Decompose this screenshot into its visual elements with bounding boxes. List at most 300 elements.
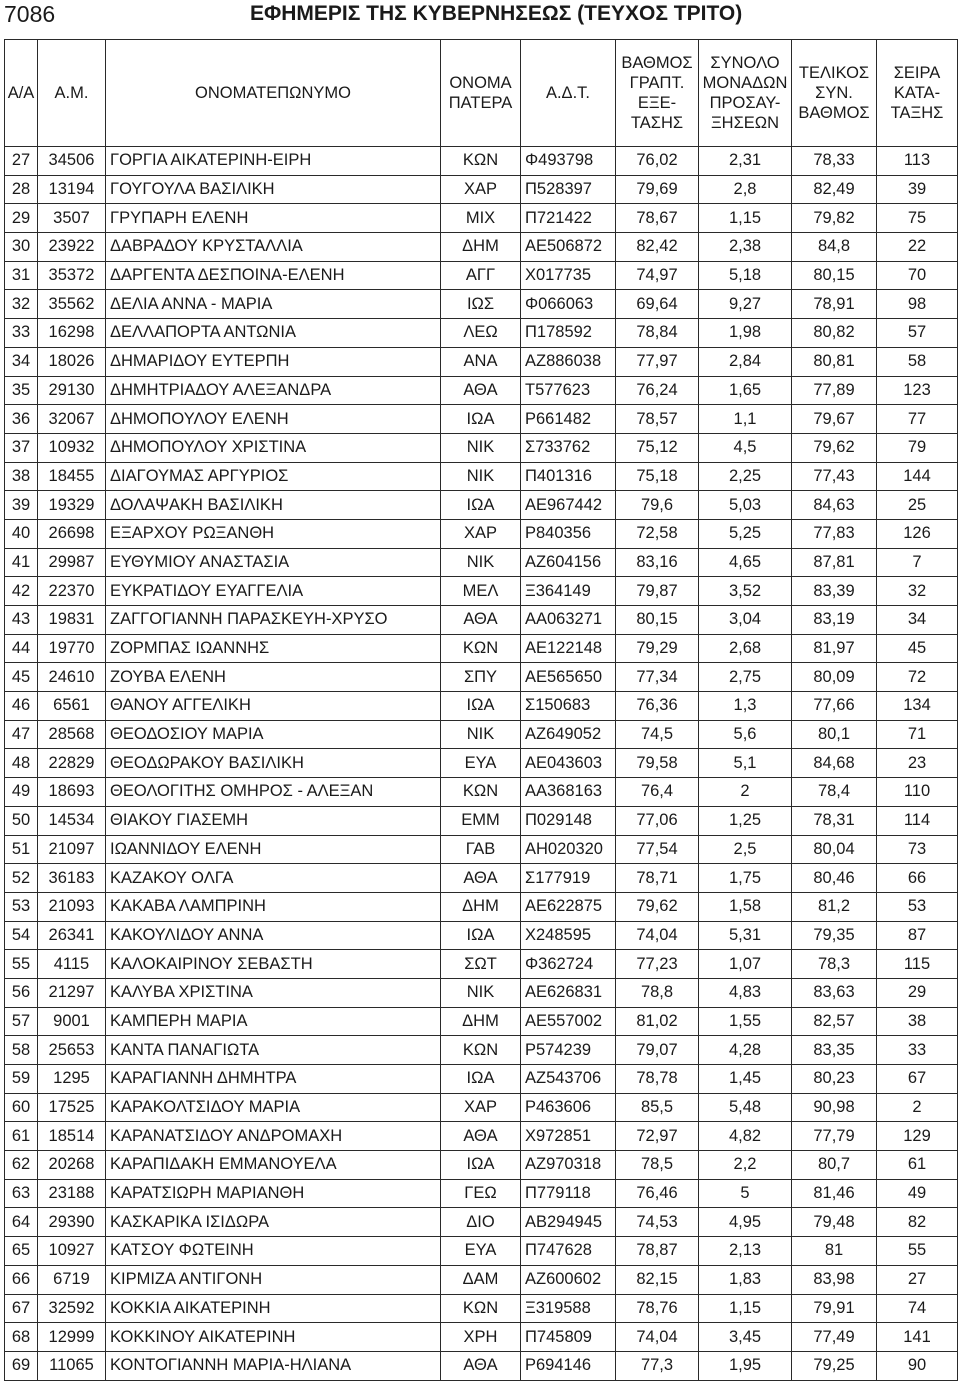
cell-am: 26341 — [38, 921, 106, 950]
cell-bonus-units: 1,98 — [699, 319, 792, 348]
cell-adt: Ξ364149 — [521, 577, 616, 606]
cell-rank: 82 — [877, 1208, 958, 1237]
cell-father: ΕΥΑ — [441, 1237, 521, 1266]
cell-aa: 68 — [5, 1323, 38, 1352]
cell-aa: 41 — [5, 548, 38, 577]
cell-final-score: 79,62 — [792, 433, 877, 462]
cell-written-score: 79,87 — [616, 577, 699, 606]
cell-final-score: 82,57 — [792, 1007, 877, 1036]
cell-bonus-units: 5,03 — [699, 491, 792, 520]
table-row — [5, 921, 958, 950]
cell-bonus-units: 2,38 — [699, 233, 792, 262]
table-row — [5, 1323, 958, 1352]
cell-rank: 38 — [877, 1007, 958, 1036]
page-title: ΕΦΗΜΕΡΙΣ ΤΗΣ ΚΥΒΕΡΝΗΣΕΩΣ (ΤΕΥΧΟΣ ΤΡΙΤΟ) — [250, 2, 743, 25]
page-header — [0, 0, 960, 32]
cell-name: ΕΞΑΡΧΟΥ ΡΩΞΑΝΘΗ — [106, 519, 441, 548]
cell-adt: Ρ463606 — [521, 1093, 616, 1122]
cell-written-score: 77,06 — [616, 806, 699, 835]
cell-written-score: 83,16 — [616, 548, 699, 577]
cell-written-score: 77,23 — [616, 950, 699, 979]
cell-final-score: 80,7 — [792, 1151, 877, 1180]
cell-name: ΓΡΥΠΑΡΗ ΕΛΕΝΗ — [106, 204, 441, 233]
cell-rank: 22 — [877, 233, 958, 262]
page-number: 7086 — [4, 1, 56, 27]
cell-name: ΘΕΟΔΩΡΑΚΟΥ ΒΑΣΙΛΙΚΗ — [106, 749, 441, 778]
cell-aa: 54 — [5, 921, 38, 950]
cell-adt: Π029148 — [521, 806, 616, 835]
table-row — [5, 462, 958, 491]
cell-name: ΘΑΝΟΥ ΑΓΓΕΛΙΚΗ — [106, 692, 441, 721]
cell-father: ΔΙΟ — [441, 1208, 521, 1237]
cell-rank: 2 — [877, 1093, 958, 1122]
cell-father: ΔΗΜ — [441, 892, 521, 921]
cell-bonus-units: 4,5 — [699, 433, 792, 462]
cell-final-score: 78,33 — [792, 147, 877, 176]
cell-written-score: 82,42 — [616, 233, 699, 262]
cell-aa: 59 — [5, 1065, 38, 1094]
cell-am: 23922 — [38, 233, 106, 262]
cell-bonus-units: 2,31 — [699, 147, 792, 176]
cell-name: ΚΟΚΚΙΑ ΑΙΚΑΤΕΡΙΝΗ — [106, 1294, 441, 1323]
cell-bonus-units: 1,65 — [699, 376, 792, 405]
cell-written-score: 82,15 — [616, 1265, 699, 1294]
cell-aa: 38 — [5, 462, 38, 491]
cell-father: ΕΥΑ — [441, 749, 521, 778]
cell-aa: 28 — [5, 175, 38, 204]
cell-adt: Φ493798 — [521, 147, 616, 176]
cell-rank: 58 — [877, 347, 958, 376]
cell-written-score: 74,53 — [616, 1208, 699, 1237]
cell-aa: 42 — [5, 577, 38, 606]
cell-am: 21093 — [38, 892, 106, 921]
cell-father: ΝΙΚ — [441, 548, 521, 577]
cell-aa: 30 — [5, 233, 38, 262]
table-row — [5, 1294, 958, 1323]
cell-name: ΚΑΚΟΥΛΙΔΟΥ ΑΝΝΑ — [106, 921, 441, 950]
cell-adt: Σ177919 — [521, 864, 616, 893]
cell-am: 28568 — [38, 720, 106, 749]
cell-aa: 34 — [5, 347, 38, 376]
cell-aa: 60 — [5, 1093, 38, 1122]
table-row — [5, 577, 958, 606]
cell-name: ΖΟΡΜΠΑΣ ΙΩΑΝΝΗΣ — [106, 634, 441, 663]
cell-adt: Ξ319588 — [521, 1294, 616, 1323]
cell-rank: 114 — [877, 806, 958, 835]
cell-am: 10927 — [38, 1237, 106, 1266]
cell-final-score: 84,63 — [792, 491, 877, 520]
cell-aa: 46 — [5, 692, 38, 721]
cell-bonus-units: 2,8 — [699, 175, 792, 204]
cell-rank: 90 — [877, 1351, 958, 1380]
cell-father: ΓΕΩ — [441, 1179, 521, 1208]
table-body — [5, 147, 958, 1381]
cell-aa: 31 — [5, 261, 38, 290]
cell-father: ΝΙΚ — [441, 978, 521, 1007]
cell-am: 21297 — [38, 978, 106, 1007]
cell-rank: 23 — [877, 749, 958, 778]
cell-final-score: 90,98 — [792, 1093, 877, 1122]
cell-father: ΑΘΑ — [441, 606, 521, 635]
cell-am: 18026 — [38, 347, 106, 376]
cell-father: ΑΘΑ — [441, 1351, 521, 1380]
cell-rank: 61 — [877, 1151, 958, 1180]
cell-father: ΔΑΜ — [441, 1265, 521, 1294]
cell-bonus-units: 5 — [699, 1179, 792, 1208]
cell-rank: 70 — [877, 261, 958, 290]
cell-am: 22829 — [38, 749, 106, 778]
cell-final-score: 80,04 — [792, 835, 877, 864]
cell-rank: 71 — [877, 720, 958, 749]
header-col-name: ΟΝΟΜΑΤΕΠΩΝΥΜΟ — [106, 40, 441, 147]
header-col-final-score: ΤΕΛΙΚΟΣ ΣΥΝ. ΒΑΘΜΟΣ — [792, 40, 877, 147]
cell-final-score: 87,81 — [792, 548, 877, 577]
cell-bonus-units: 1,15 — [699, 1294, 792, 1323]
cell-father: ΔΗΜ — [441, 1007, 521, 1036]
cell-adt: ΑΖ600602 — [521, 1265, 616, 1294]
table-row — [5, 978, 958, 1007]
table-row — [5, 1179, 958, 1208]
cell-am: 16298 — [38, 319, 106, 348]
cell-am: 32592 — [38, 1294, 106, 1323]
cell-rank: 74 — [877, 1294, 958, 1323]
cell-written-score: 74,04 — [616, 921, 699, 950]
cell-final-score: 77,83 — [792, 519, 877, 548]
cell-rank: 87 — [877, 921, 958, 950]
cell-rank: 141 — [877, 1323, 958, 1352]
header-col-bonus-units: ΣΥΝΟΛΟ ΜΟΝΑΔΩΝ ΠΡΟΣΑΥ-ΞΗΣΕΩΝ — [699, 40, 792, 147]
cell-written-score: 79,07 — [616, 1036, 699, 1065]
cell-am: 32067 — [38, 405, 106, 434]
cell-adt: Τ577623 — [521, 376, 616, 405]
cell-final-score: 79,25 — [792, 1351, 877, 1380]
cell-bonus-units: 3,04 — [699, 606, 792, 635]
cell-bonus-units: 4,83 — [699, 978, 792, 1007]
cell-aa: 36 — [5, 405, 38, 434]
cell-written-score: 78,71 — [616, 864, 699, 893]
table-row — [5, 606, 958, 635]
cell-written-score: 76,4 — [616, 778, 699, 807]
table-row — [5, 692, 958, 721]
cell-aa: 33 — [5, 319, 38, 348]
cell-written-score: 78,87 — [616, 1237, 699, 1266]
cell-rank: 123 — [877, 376, 958, 405]
cell-name: ΔΑΒΡΑΔΟΥ ΚΡΥΣΤΑΛΛΙΑ — [106, 233, 441, 262]
table-row — [5, 491, 958, 520]
cell-am: 24610 — [38, 663, 106, 692]
cell-final-score: 83,63 — [792, 978, 877, 1007]
cell-bonus-units: 2,25 — [699, 462, 792, 491]
cell-written-score: 76,36 — [616, 692, 699, 721]
cell-name: ΚΑΡΑΓΙΑΝΝΗ ΔΗΜΗΤΡΑ — [106, 1065, 441, 1094]
cell-am: 14534 — [38, 806, 106, 835]
cell-adt: Σ733762 — [521, 433, 616, 462]
cell-am: 18693 — [38, 778, 106, 807]
cell-name: ΚΑΜΠΕΡΗ ΜΑΡΙΑ — [106, 1007, 441, 1036]
cell-adt: Ρ694146 — [521, 1351, 616, 1380]
cell-rank: 33 — [877, 1036, 958, 1065]
cell-written-score: 75,18 — [616, 462, 699, 491]
cell-am: 25653 — [38, 1036, 106, 1065]
cell-adt: Π401316 — [521, 462, 616, 491]
cell-rank: 25 — [877, 491, 958, 520]
cell-adt: Π721422 — [521, 204, 616, 233]
header-col-adt: Α.Δ.Τ. — [521, 40, 616, 147]
cell-written-score: 77,34 — [616, 663, 699, 692]
cell-bonus-units: 2,13 — [699, 1237, 792, 1266]
cell-written-score: 72,58 — [616, 519, 699, 548]
cell-rank: 27 — [877, 1265, 958, 1294]
cell-am: 13194 — [38, 175, 106, 204]
cell-adt: Π178592 — [521, 319, 616, 348]
table-row — [5, 749, 958, 778]
table-row — [5, 433, 958, 462]
cell-aa: 37 — [5, 433, 38, 462]
cell-father: ΚΩΝ — [441, 1036, 521, 1065]
cell-bonus-units: 5,31 — [699, 921, 792, 950]
cell-written-score: 77,3 — [616, 1351, 699, 1380]
cell-bonus-units: 5,18 — [699, 261, 792, 290]
cell-bonus-units: 5,1 — [699, 749, 792, 778]
cell-final-score: 79,82 — [792, 204, 877, 233]
cell-adt: Ρ840356 — [521, 519, 616, 548]
cell-rank: 126 — [877, 519, 958, 548]
cell-aa: 44 — [5, 634, 38, 663]
cell-bonus-units: 4,28 — [699, 1036, 792, 1065]
cell-adt: ΑΑ368163 — [521, 778, 616, 807]
cell-written-score: 74,97 — [616, 261, 699, 290]
cell-adt: ΑΕ122148 — [521, 634, 616, 663]
cell-final-score: 77,66 — [792, 692, 877, 721]
cell-rank: 134 — [877, 692, 958, 721]
cell-bonus-units: 3,52 — [699, 577, 792, 606]
cell-name: ΚΑΚΑΒΑ ΛΑΜΠΡΙΝΗ — [106, 892, 441, 921]
table-row — [5, 892, 958, 921]
cell-bonus-units: 4,95 — [699, 1208, 792, 1237]
cell-written-score: 85,5 — [616, 1093, 699, 1122]
cell-am: 21097 — [38, 835, 106, 864]
cell-bonus-units: 5,48 — [699, 1093, 792, 1122]
cell-am: 6719 — [38, 1265, 106, 1294]
cell-am: 18514 — [38, 1122, 106, 1151]
cell-rank: 98 — [877, 290, 958, 319]
cell-name: ΔΗΜΑΡΙΔΟΥ ΕΥΤΕΡΠΗ — [106, 347, 441, 376]
cell-written-score: 79,62 — [616, 892, 699, 921]
cell-adt: Χ017735 — [521, 261, 616, 290]
cell-final-score: 79,67 — [792, 405, 877, 434]
table-row — [5, 634, 958, 663]
cell-written-score: 76,46 — [616, 1179, 699, 1208]
cell-adt: ΑΖ970318 — [521, 1151, 616, 1180]
cell-name: ΔΗΜΟΠΟΥΛΟΥ ΧΡΙΣΤΙΝΑ — [106, 433, 441, 462]
results-table — [4, 39, 958, 1381]
cell-father: ΚΩΝ — [441, 1294, 521, 1323]
cell-father: ΧΑΡ — [441, 519, 521, 548]
cell-am: 17525 — [38, 1093, 106, 1122]
cell-adt: ΑΕ506872 — [521, 233, 616, 262]
table-row — [5, 347, 958, 376]
cell-father: ΑΘΑ — [441, 376, 521, 405]
cell-rank: 77 — [877, 405, 958, 434]
cell-father: ΙΩΑ — [441, 1151, 521, 1180]
cell-name: ΘΕΟΛΟΓΙΤΗΣ ΟΜΗΡΟΣ - ΑΛΕΞΑΝ — [106, 778, 441, 807]
cell-bonus-units: 3,45 — [699, 1323, 792, 1352]
cell-name: ΚΑΡΑΠΙΔΑΚΗ ΕΜΜΑΝΟΥΕΛΑ — [106, 1151, 441, 1180]
cell-written-score: 79,29 — [616, 634, 699, 663]
cell-written-score: 77,54 — [616, 835, 699, 864]
cell-written-score: 78,5 — [616, 1151, 699, 1180]
cell-final-score: 83,19 — [792, 606, 877, 635]
cell-bonus-units: 2,75 — [699, 663, 792, 692]
cell-bonus-units: 9,27 — [699, 290, 792, 319]
header-col-aa: Α/Α — [5, 40, 38, 147]
cell-rank: 34 — [877, 606, 958, 635]
cell-am: 6561 — [38, 692, 106, 721]
cell-bonus-units: 1,58 — [699, 892, 792, 921]
cell-father: ΙΩΑ — [441, 405, 521, 434]
cell-final-score: 80,15 — [792, 261, 877, 290]
cell-adt: Ρ661482 — [521, 405, 616, 434]
cell-adt: Π779118 — [521, 1179, 616, 1208]
cell-aa: 43 — [5, 606, 38, 635]
cell-father: ΚΩΝ — [441, 634, 521, 663]
cell-aa: 67 — [5, 1294, 38, 1323]
cell-am: 34506 — [38, 147, 106, 176]
cell-name: ΘΙΑΚΟΥ ΓΙΑΣΕΜΗ — [106, 806, 441, 835]
cell-final-score: 80,82 — [792, 319, 877, 348]
cell-rank: 75 — [877, 204, 958, 233]
cell-father: ΔΗΜ — [441, 233, 521, 262]
table-row — [5, 864, 958, 893]
cell-bonus-units: 1,25 — [699, 806, 792, 835]
cell-adt: ΑΕ043603 — [521, 749, 616, 778]
cell-adt: ΑΕ565650 — [521, 663, 616, 692]
table-row — [5, 319, 958, 348]
cell-am: 35562 — [38, 290, 106, 319]
table-row — [5, 1208, 958, 1237]
cell-rank: 53 — [877, 892, 958, 921]
cell-final-score: 77,43 — [792, 462, 877, 491]
cell-final-score: 78,3 — [792, 950, 877, 979]
cell-father: ΧΡΗ — [441, 1323, 521, 1352]
cell-written-score: 77,97 — [616, 347, 699, 376]
cell-rank: 115 — [877, 950, 958, 979]
cell-name: ΓΟΡΓΙΑ ΑΙΚΑΤΕΡΙΝΗ-ΕΙΡΗ — [106, 147, 441, 176]
cell-name: ΔΕΛΙΑ ΑΝΝΑ - ΜΑΡΙΑ — [106, 290, 441, 319]
cell-aa: 65 — [5, 1237, 38, 1266]
cell-written-score: 75,12 — [616, 433, 699, 462]
cell-aa: 47 — [5, 720, 38, 749]
header-col-am: Α.Μ. — [38, 40, 106, 147]
table-row — [5, 1151, 958, 1180]
table-row — [5, 233, 958, 262]
cell-am: 26698 — [38, 519, 106, 548]
table-row — [5, 1065, 958, 1094]
table-row — [5, 806, 958, 835]
cell-aa: 32 — [5, 290, 38, 319]
cell-adt: ΑΖ649052 — [521, 720, 616, 749]
cell-rank: 45 — [877, 634, 958, 663]
cell-adt: ΑΗ020320 — [521, 835, 616, 864]
cell-am: 19831 — [38, 606, 106, 635]
cell-father: ΧΑΡ — [441, 175, 521, 204]
cell-am: 35372 — [38, 261, 106, 290]
cell-aa: 48 — [5, 749, 38, 778]
cell-am: 10932 — [38, 433, 106, 462]
cell-adt: ΑΕ557002 — [521, 1007, 616, 1036]
cell-bonus-units: 1,1 — [699, 405, 792, 434]
cell-rank: 66 — [877, 864, 958, 893]
cell-adt: ΑΖ543706 — [521, 1065, 616, 1094]
cell-written-score: 78,67 — [616, 204, 699, 233]
cell-bonus-units: 1,3 — [699, 692, 792, 721]
cell-written-score: 74,5 — [616, 720, 699, 749]
cell-am: 12999 — [38, 1323, 106, 1352]
cell-final-score: 79,48 — [792, 1208, 877, 1237]
cell-father: ΝΙΚ — [441, 720, 521, 749]
cell-written-score: 72,97 — [616, 1122, 699, 1151]
cell-aa: 39 — [5, 491, 38, 520]
cell-father: ΙΩΑ — [441, 921, 521, 950]
cell-name: ΚΑΡΑΚΟΛΤΣΙΔΟΥ ΜΑΡΙΑ — [106, 1093, 441, 1122]
cell-aa: 63 — [5, 1179, 38, 1208]
cell-bonus-units: 2 — [699, 778, 792, 807]
table-row — [5, 519, 958, 548]
cell-written-score: 79,58 — [616, 749, 699, 778]
cell-written-score: 78,76 — [616, 1294, 699, 1323]
cell-name: ΘΕΟΔΟΣΙΟΥ ΜΑΡΙΑ — [106, 720, 441, 749]
cell-final-score: 80,46 — [792, 864, 877, 893]
cell-final-score: 78,4 — [792, 778, 877, 807]
cell-father: ΚΩΝ — [441, 147, 521, 176]
cell-final-score: 78,31 — [792, 806, 877, 835]
cell-aa: 50 — [5, 806, 38, 835]
cell-final-score: 77,89 — [792, 376, 877, 405]
cell-bonus-units: 1,75 — [699, 864, 792, 893]
cell-final-score: 83,39 — [792, 577, 877, 606]
cell-written-score: 69,64 — [616, 290, 699, 319]
table-row — [5, 1122, 958, 1151]
cell-final-score: 80,1 — [792, 720, 877, 749]
cell-final-score: 81,97 — [792, 634, 877, 663]
cell-name: ΖΑΓΓΟΓΙΑΝΝΗ ΠΑΡΑΣΚΕΥΗ-ΧΡΥΣΟ — [106, 606, 441, 635]
cell-name: ΚΑΛΥΒΑ ΧΡΙΣΤΙΝΑ — [106, 978, 441, 1007]
cell-bonus-units: 2,68 — [699, 634, 792, 663]
cell-father: ΙΩΑ — [441, 491, 521, 520]
cell-final-score: 77,49 — [792, 1323, 877, 1352]
cell-aa: 53 — [5, 892, 38, 921]
cell-aa: 61 — [5, 1122, 38, 1151]
cell-name: ΔΗΜΗΤΡΙΑΔΟΥ ΑΛΕΞΑΝΔΡΑ — [106, 376, 441, 405]
cell-rank: 73 — [877, 835, 958, 864]
cell-father: ΝΙΚ — [441, 462, 521, 491]
cell-aa: 69 — [5, 1351, 38, 1380]
cell-adt: ΑΒ294945 — [521, 1208, 616, 1237]
cell-adt: ΑΕ626831 — [521, 978, 616, 1007]
cell-father: ΙΩΣ — [441, 290, 521, 319]
cell-final-score: 80,09 — [792, 663, 877, 692]
cell-name: ΙΩΑΝΝΙΔΟΥ ΕΛΕΝΗ — [106, 835, 441, 864]
cell-written-score: 81,02 — [616, 1007, 699, 1036]
cell-rank: 32 — [877, 577, 958, 606]
table-row — [5, 1237, 958, 1266]
cell-name: ΚΙΡΜΙΖΑ ΑΝΤΙΓΟΝΗ — [106, 1265, 441, 1294]
cell-rank: 72 — [877, 663, 958, 692]
cell-am: 1295 — [38, 1065, 106, 1094]
table-row — [5, 175, 958, 204]
cell-adt: Χ248595 — [521, 921, 616, 950]
cell-aa: 62 — [5, 1151, 38, 1180]
